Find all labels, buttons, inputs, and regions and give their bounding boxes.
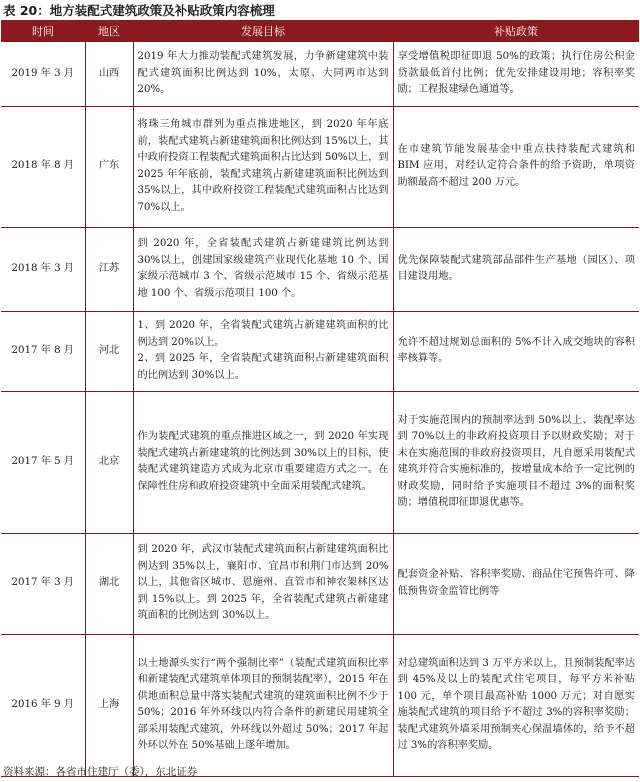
cell-subsidy: 对总建筑面积达到 3 万平方米以上，且预制装配率达到 45%及以上的装配式住宅项目，每平方米补贴 100 元，单个项目最高补贴 1000 万元；对自愿实施装配式建筑的项目给予不超过 3%的容积率奖励；装配式建筑外墙采用预制夹心保温墙体的，给予不超过 3%的容积率奖励。 xyxy=(393,634,639,776)
cell-region: 北京 xyxy=(85,391,133,533)
cell-time: 2019 年 3 月 xyxy=(1,42,85,106)
source-note: 资料来源：各省市住建厅（委），东北证券 xyxy=(3,766,198,778)
policy-table xyxy=(1,20,639,777)
table-row xyxy=(1,227,639,311)
cell-region: 江苏 xyxy=(85,227,133,311)
cell-goal: 以土地源头实行“两个强制比率”（装配式建筑面积比率和新建装配式建筑单体项目的预制装配率），2015 年在供地面积总量中落实装配式建筑的建筑面积比例不少于 50%；2016 年外环线以内符合条件的新建民用建筑全部采用装配式建筑，外环线以外超过 50%；2017 年起外环以外在 50%基础上逐年增加。 xyxy=(133,634,393,776)
cell-subsidy: 在市建筑节能发展基金中重点扶持装配式建筑和 BIM 应用，对经认定符合条件的给予资助，单项资助额最高不超过 200 万元。 xyxy=(393,106,639,227)
cell-time: 2017 年 5 月 xyxy=(1,391,85,533)
table-row xyxy=(1,106,639,227)
cell-time: 2018 年 3 月 xyxy=(1,227,85,311)
table-row xyxy=(1,391,639,533)
header-time: 时间 xyxy=(1,20,85,42)
header-subsidy: 补贴政策 xyxy=(393,20,639,42)
cell-subsidy: 配套资金补贴、容积率奖励、商品住宅预售许可、降低预售资金监管比例等 xyxy=(393,533,639,634)
cell-region: 山西 xyxy=(85,42,133,106)
cell-time: 2017 年 8 月 xyxy=(1,311,85,391)
cell-goal: 2019 年大力推动装配式建筑发展，力争新建建筑中装配式建筑面积比例达到 10%，太原、大同两市达到 20%。 xyxy=(133,42,393,106)
header-row xyxy=(1,20,639,42)
table-title: 表 20：地方装配式建筑政策及补贴政策内容梳理 xyxy=(3,3,275,18)
header-goal: 发展目标 xyxy=(133,20,393,42)
header-region: 地区 xyxy=(85,20,133,42)
goal-line: 1、到 2020 年，全省装配式建筑占新建建筑面积的比例达到 20%以上。 xyxy=(137,320,389,348)
goal-line: 2、到 2025 年，全省装配式建筑面积占新建建筑面积的比例达到 30%以上。 xyxy=(137,353,389,381)
cell-goal: 到 2020 年，武汉市装配式建筑面积占新建建筑面积比例达到 35%以上，襄阳市、宜昌市和荆门市达到 20%以上，其他省区城市、恩施州、直管市和神农架林区达到 15%以上。到 2025 年，全省装配式建筑占新建建筑面积的比例达到 30%以上。 xyxy=(133,533,393,634)
cell-goal: 将珠三角城市群列为重点推进地区，到 2020 年年底前，装配式建筑占新建建筑面积比例达到 15%以上，其中政府投资工程装配式建筑面积占比达到 50%以上，到 2025 年年底前，装配式建筑占新建建筑面积比例达到 35%以上，其中政府投资工程装配式建筑面积占比达到 70%以上。 xyxy=(133,106,393,227)
cell-subsidy: 优先保障装配式建筑部品部件生产基地（园区）、项目建设用地。 xyxy=(393,227,639,311)
table-row xyxy=(1,42,639,106)
cell-time: 2018 年 8 月 xyxy=(1,106,85,227)
cell-time: 2017 年 3 月 xyxy=(1,533,85,634)
table-row xyxy=(1,311,639,391)
cell-time: 2016 年 9 月 xyxy=(1,634,85,776)
cell-region: 湖北 xyxy=(85,533,133,634)
table-row xyxy=(1,533,639,634)
cell-region: 河北 xyxy=(85,311,133,391)
cell-subsidy: 对于实施范围内的预制率达到 50%以上、装配率达到 70%以上的非政府投资项目予以财政奖励；对于未在实施范围的非政府投资项目，凡自愿采用装配式建筑并符合实施标准的，按增量成本给予一定比例的财政奖励，同时给予实施项目不超过 3%的面积奖励；增值税即征即退优惠等。 xyxy=(393,391,639,533)
cell-goal xyxy=(133,311,393,391)
cell-subsidy: 享受增值税即征即退 50%的政策；执行住房公积金贷款最低首付比例；优先安排建设用地；容积率奖励；工程报建绿色通道等。 xyxy=(393,42,639,106)
cell-region: 上海 xyxy=(85,634,133,776)
cell-subsidy: 允许不超过规划总面积的 5%不计入成交地块的容积率核算等。 xyxy=(393,311,639,391)
cell-goal: 作为装配式建筑的重点推进区域之一，到 2020 年实现装配式建筑占新建建筑的比例达到 30%以上的目标，使装配式建筑建造方式成为北京市重要建造方式之一。在保障性住房和政府投资建筑中全面采用装配式建筑。 xyxy=(133,391,393,533)
cell-goal: 到 2020 年，全省装配式建筑占新建建筑比例达到 30%以上，创建国家级建筑产业现代化基地 10 个、国家级示范城市 3 个、省级示范城市 15 个、省级示范基地 100 个、省级示范项目 100 个。 xyxy=(133,227,393,311)
cell-region: 广东 xyxy=(85,106,133,227)
table-row xyxy=(1,634,639,776)
